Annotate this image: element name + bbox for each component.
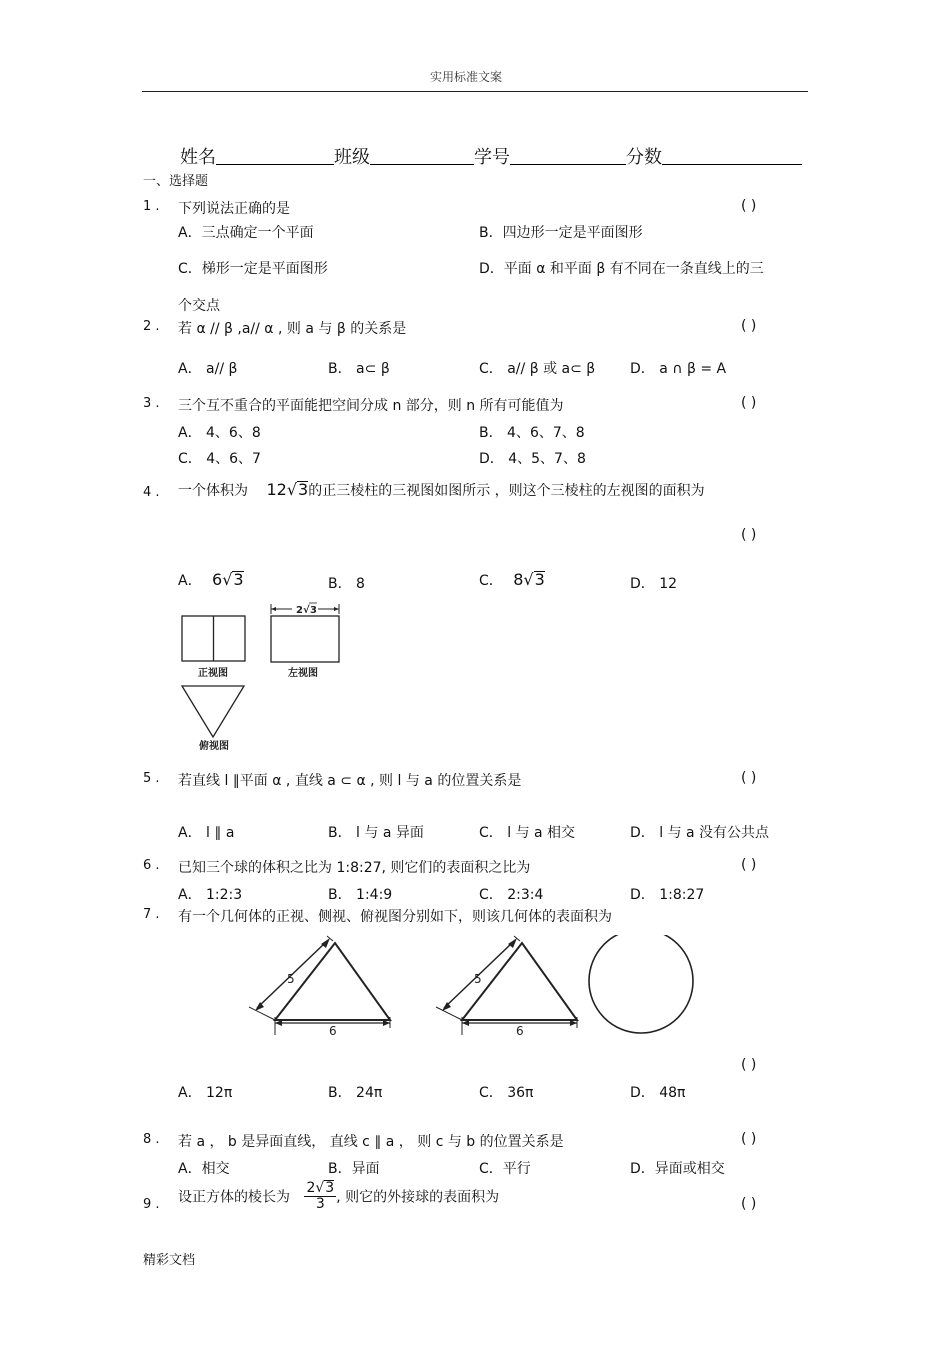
- q4-option-a[interactable]: A． 6√3: [178, 570, 244, 589]
- student-info-line: [180, 143, 802, 169]
- q5-option-a[interactable]: A． l ∥ a: [178, 825, 235, 841]
- q4-option-c[interactable]: C． 8√3: [479, 570, 545, 589]
- q9-answer-paren[interactable]: ( ): [741, 1196, 757, 1212]
- q4-stem: 一个体积为 12√3的正三棱柱的三视图如图所示 ，则这个三棱柱的左视图的面积为: [178, 480, 705, 499]
- q7-answer-paren[interactable]: ( ): [741, 1057, 757, 1073]
- q9-stem-pre: 设正方体的棱长为: [178, 1189, 290, 1206]
- q5-option-b[interactable]: B． l 与 a 异面: [328, 825, 424, 841]
- q2-answer-paren[interactable]: ( ): [741, 318, 757, 334]
- score-label: 分数: [626, 147, 662, 168]
- q4-number: 4 .: [143, 485, 160, 500]
- q4-three-views-figure: [175, 600, 355, 760]
- q5-option-d[interactable]: D． l 与 a 没有公共点: [630, 825, 770, 841]
- header-rule: [142, 91, 808, 92]
- q1-option-d-cont: 个交点: [178, 298, 220, 314]
- q9-stem-post: , 则它的外接球的表面积为: [336, 1189, 500, 1206]
- q8-option-b[interactable]: B．异面: [328, 1161, 380, 1177]
- score-blank[interactable]: [662, 146, 802, 165]
- q2-option-b[interactable]: B． a⊂ β: [328, 361, 390, 377]
- class-blank[interactable]: [370, 146, 474, 165]
- q7-option-a[interactable]: A． 12π: [178, 1085, 233, 1101]
- q3-option-d[interactable]: D． 4、5、7、8: [479, 451, 586, 467]
- q9-fraction: $\frac{2√3}{3}$: [306, 1180, 335, 1213]
- q7-front-slant-ext-bottom: [249, 1007, 275, 1020]
- header-title: 实用标准文案: [430, 70, 503, 84]
- q2-option-d[interactable]: D． a ∩ β = A: [630, 361, 727, 377]
- q2-stem: 若 α // β ,a// α , 则 a 与 β 的关系是: [178, 321, 407, 337]
- id-label: 学号: [474, 147, 510, 168]
- q7-front-base-label: 6: [329, 1024, 337, 1038]
- q8-option-d[interactable]: D．异面或相交: [630, 1161, 725, 1177]
- q1-option-d[interactable]: D．平面 α 和平面 β 有不同在一条直线上的三: [479, 261, 764, 277]
- q1-option-c[interactable]: C．梯形一定是平面图形: [178, 261, 328, 277]
- q6-stem: 已知三个球的体积之比为 1:8:27, 则它们的表面积之比为: [178, 860, 531, 876]
- side-view-dim-coef: 2: [296, 605, 303, 616]
- side-view-rect: [271, 616, 339, 662]
- q9-stem: [178, 1180, 499, 1213]
- q6-option-d[interactable]: D． 1:8:27: [630, 887, 705, 903]
- q1-answer-paren[interactable]: ( ): [741, 198, 757, 214]
- side-view-dim-rad: 3: [310, 605, 317, 616]
- q7-stem: 有一个几何体的正视、侧视、俯视图分别如下，则该几何体的表面积为: [178, 909, 612, 925]
- q8-number: 8 .: [143, 1132, 160, 1147]
- q7-side-base-label: 6: [516, 1024, 524, 1038]
- q5-answer-paren[interactable]: ( ): [741, 770, 757, 786]
- q3-option-c[interactable]: C． 4、6、7: [178, 451, 261, 467]
- q5-stem: 若直线 l ∥平面 α , 直线 a ⊂ α , 则 l 与 a 的位置关系是: [178, 773, 522, 789]
- q7-option-b[interactable]: B． 24π: [328, 1085, 383, 1101]
- q9-number: 9 .: [143, 1197, 160, 1212]
- q6-option-c[interactable]: C． 2:3:4: [479, 887, 544, 903]
- section-title: 一、选择题: [143, 174, 209, 189]
- q2-option-a[interactable]: A． a// β: [178, 361, 238, 377]
- q7-top-circle: [589, 935, 693, 1033]
- q7-three-views-figure: [245, 935, 705, 1045]
- q8-answer-paren[interactable]: ( ): [741, 1131, 757, 1147]
- name-label: 姓名: [180, 147, 216, 168]
- top-view-label: 俯视图: [199, 741, 229, 752]
- side-view-label: 左视图: [288, 668, 318, 679]
- side-view-dim-root: √: [303, 605, 310, 616]
- q8-option-c[interactable]: C．平行: [479, 1161, 531, 1177]
- q4-stem-pre: 一个体积为: [178, 483, 248, 499]
- q3-answer-paren[interactable]: ( ): [741, 395, 757, 411]
- q7-front-slant-label: 5: [287, 972, 295, 986]
- class-label: 班级: [334, 147, 370, 168]
- q8-stem: 若 a ， b 是异面直线， 直线 c ∥ a ， 则 c 与 b 的位置关系是: [178, 1134, 564, 1150]
- q1-option-b[interactable]: B．四边形一定是平面图形: [479, 225, 643, 241]
- q4-option-d[interactable]: D． 12: [630, 576, 678, 592]
- name-blank[interactable]: [216, 146, 334, 165]
- q2-number: 2 .: [143, 319, 160, 334]
- q3-number: 3 .: [143, 396, 160, 411]
- front-view-label: 正视图: [198, 668, 228, 679]
- q2-option-c[interactable]: C． a// β 或 a⊂ β: [479, 361, 596, 377]
- q6-option-a[interactable]: A． 1:2:3: [178, 887, 243, 903]
- q7-number: 7 .: [143, 907, 160, 922]
- footer-text: 精彩文档: [143, 1253, 196, 1268]
- q6-number: 6 .: [143, 858, 160, 873]
- side-view-dim-arrow-left: [271, 607, 276, 611]
- q7-option-c[interactable]: C． 36π: [479, 1085, 534, 1101]
- q4-option-b[interactable]: B． 8: [328, 576, 365, 592]
- q1-option-a[interactable]: A．三点确定一个平面: [178, 225, 314, 241]
- side-view-dim-arrow-right: [334, 607, 339, 611]
- q5-option-c[interactable]: C． l 与 a 相交: [479, 825, 576, 841]
- top-view-triangle: [182, 686, 244, 737]
- q3-option-b[interactable]: B． 4、6、7、8: [479, 425, 585, 441]
- q3-stem: 三个互不重合的平面能把空间分成 n 部分，则 n 所有可能值为: [178, 398, 564, 414]
- id-blank[interactable]: [510, 146, 626, 165]
- q5-number: 5 .: [143, 771, 160, 786]
- q6-answer-paren[interactable]: ( ): [741, 857, 757, 873]
- q4-radicand: 3: [298, 480, 309, 499]
- q6-option-b[interactable]: B． 1:4:9: [328, 887, 393, 903]
- q7-option-d[interactable]: D． 48π: [630, 1085, 686, 1101]
- q1-stem: 下列说法正确的是: [178, 201, 290, 217]
- q4-stem-post: 的正三棱柱的三视图如图所示 ，则这个三棱柱的左视图的面积为: [308, 483, 705, 499]
- q1-number: 1 .: [143, 199, 160, 214]
- q7-side-slant-label: 5: [474, 972, 482, 986]
- q3-option-a[interactable]: A． 4、6、8: [178, 425, 261, 441]
- q4-coef: 12: [266, 480, 287, 499]
- q4-answer-paren[interactable]: ( ): [741, 527, 757, 543]
- q8-option-a[interactable]: A．相交: [178, 1161, 230, 1177]
- q7-side-slant-ext-bottom: [436, 1007, 462, 1020]
